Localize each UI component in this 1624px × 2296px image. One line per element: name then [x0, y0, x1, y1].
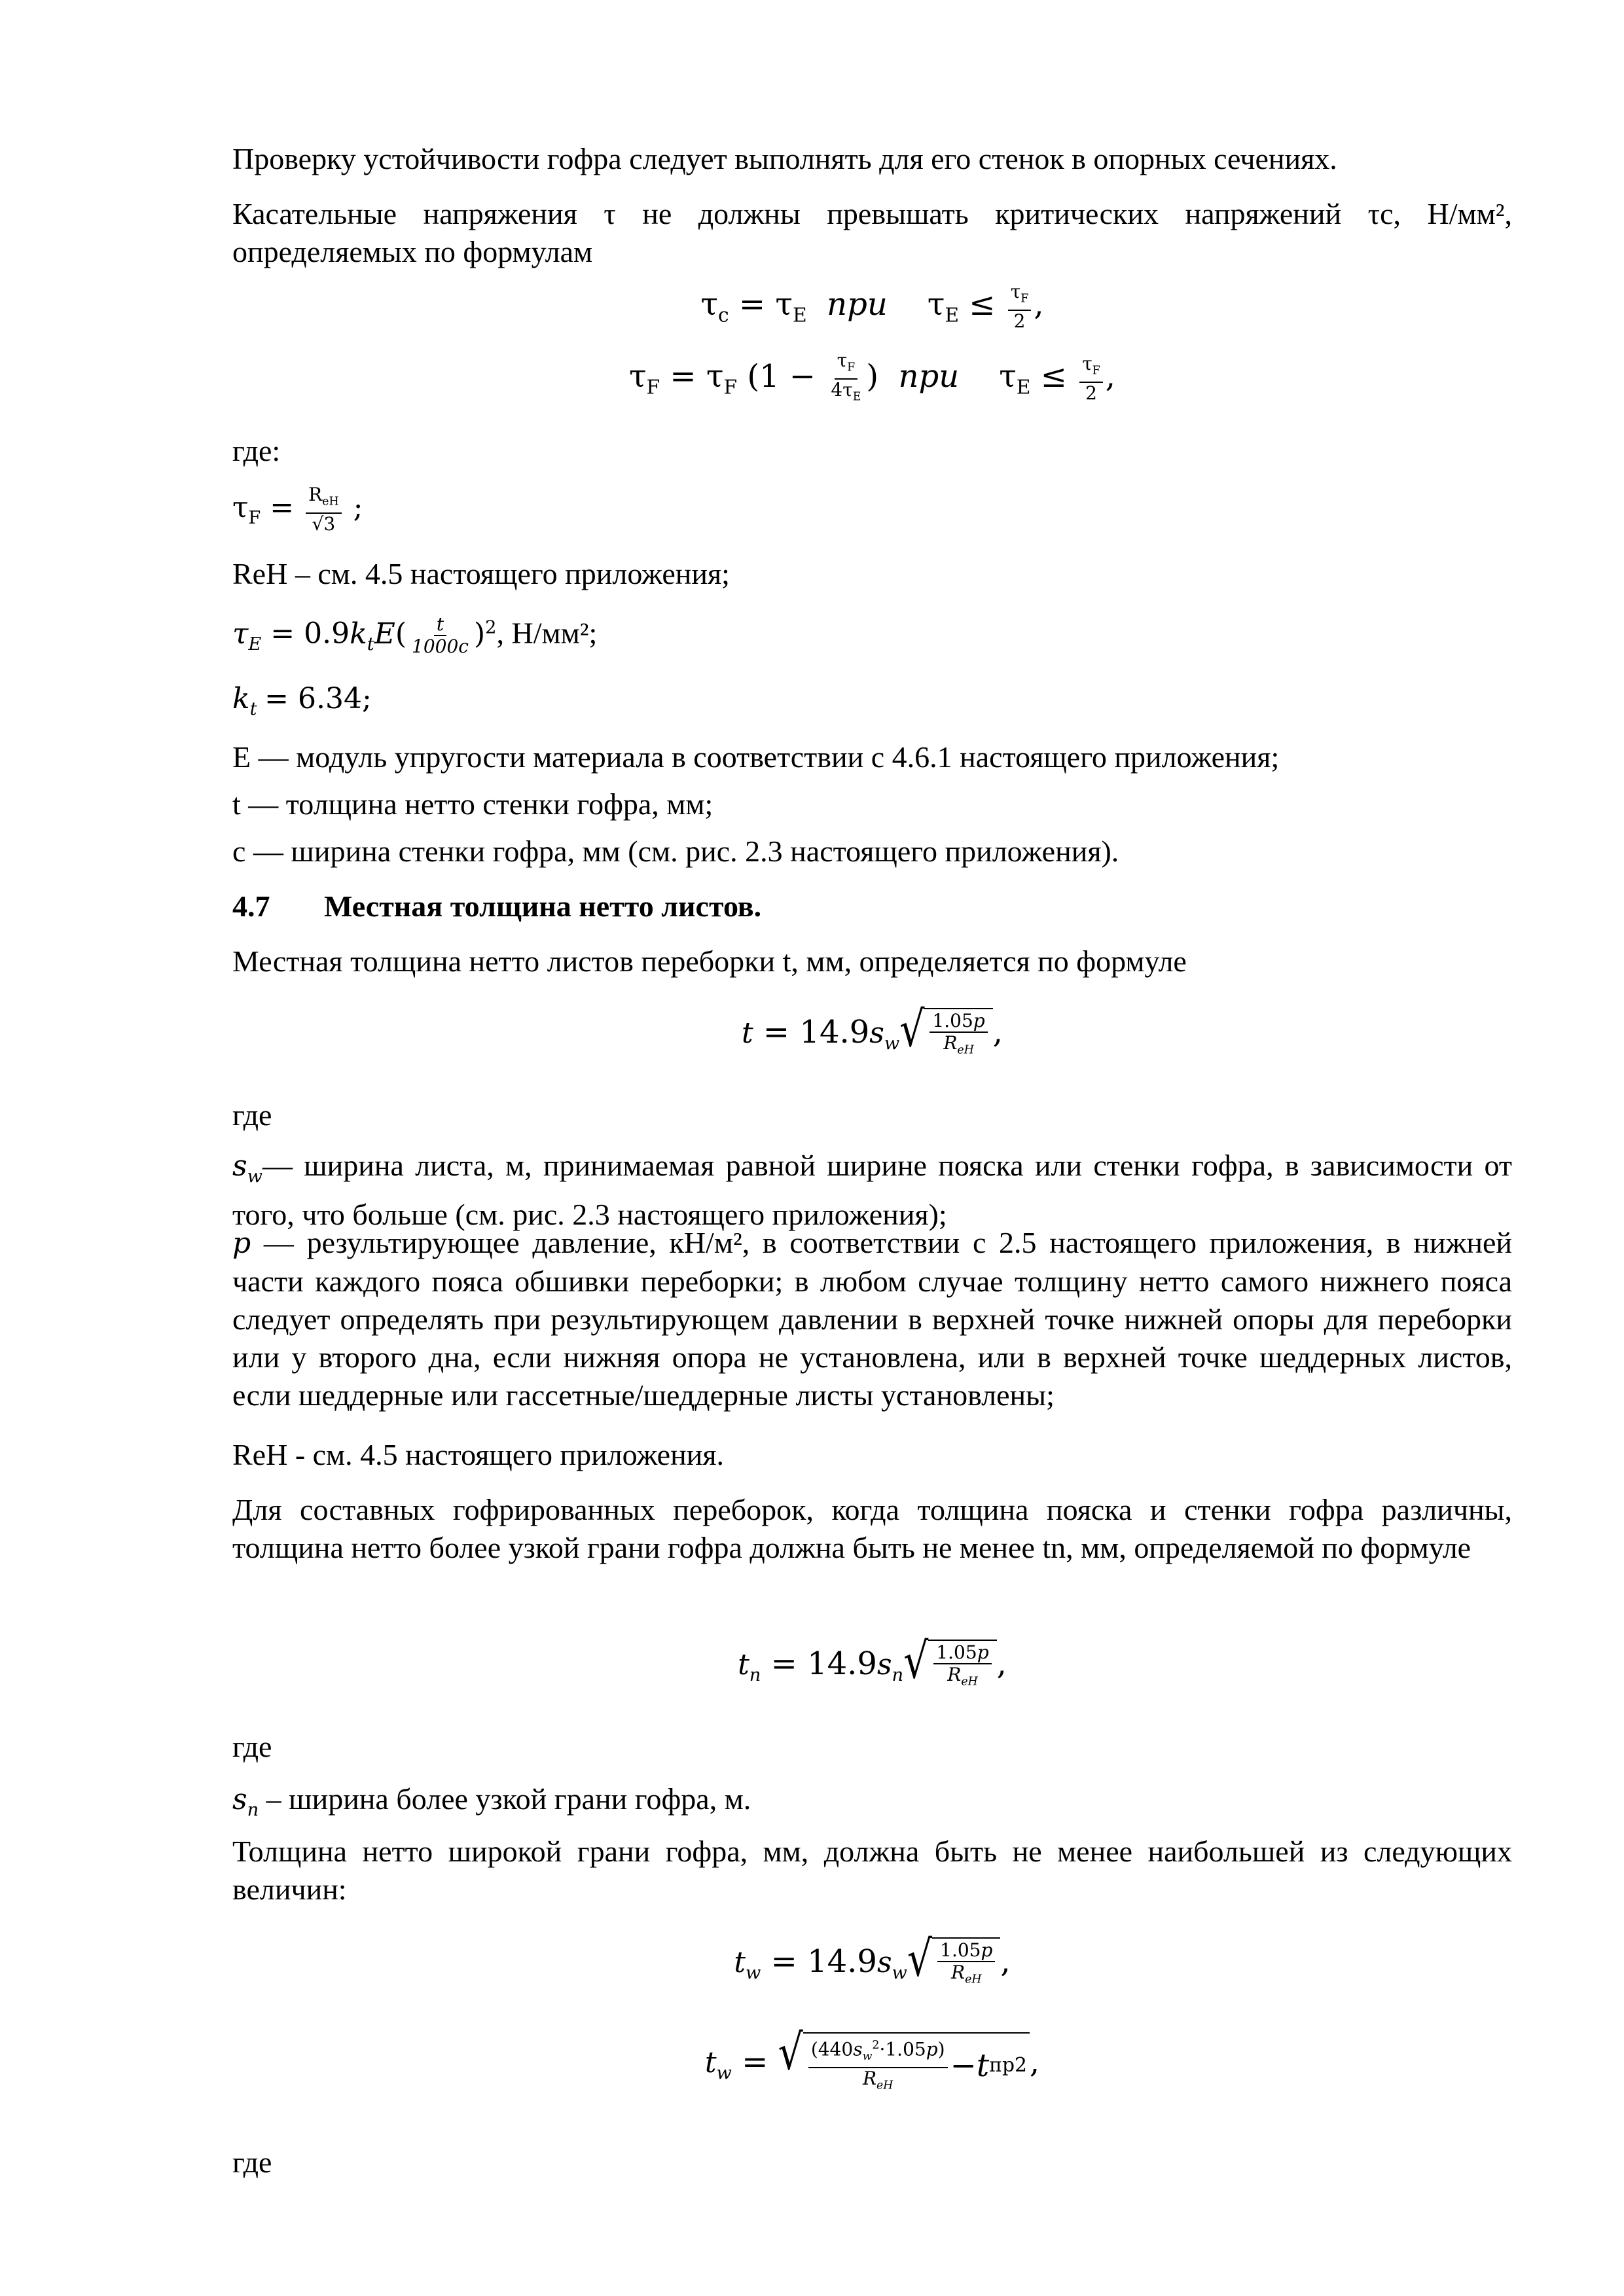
- section-heading-4-7: [232, 888, 761, 925]
- definition-sw-text: — ширина листа, м, принимаемая равной ширине пояска или стенки гофра, в зависимости от того, что больше (см. рис. 2.3 настоящего приложения);: [232, 1149, 1512, 1231]
- where-label-1: где:: [232, 434, 281, 467]
- section-title: Местная толщина нетто листов.: [324, 889, 762, 923]
- definition-p: p — результирующее давление, кН/м², в соответствии с 2.5 настоящего приложения, в нижней части каждого пояса обшивки переборки; в любом случае толщину нетто самого нижнего пояса следует определять при результирующем давлении в верхней точке нижней опоры для переборки или у второго дна, если нижняя опора не установлена, или в верхней точке шеддерных листов, если шеддерные или гассетные/шеддерные листы установлены;: [232, 1226, 1513, 1412]
- definition-sn: $s_n$ – ширина более узкой грани гофра, м.: [232, 1782, 751, 1820]
- where-label-3: где: [232, 1730, 272, 1763]
- where-label-4: где: [232, 2145, 272, 2179]
- definition-E: E — модуль упругости материала в соответствии с 4.6.1 настоящего приложения;: [232, 740, 1280, 774]
- formula-kt: $k_t = 6.34$;: [232, 682, 372, 719]
- section-number: 4.7: [232, 889, 270, 923]
- tau-e-units: , Н/мм²;: [496, 616, 598, 650]
- paragraph-shear-stress: Касательные напряжения τ не должны превышать критических напряжений τс, Н/мм², определяемых по формулам: [232, 197, 1512, 268]
- formula-t: $t = 14.9s_w$ √ $\frac{1.05p}{R_{eH}}$ ,: [232, 1008, 1512, 1064]
- formula-tw-2: $t_w$ = √ $\frac{(440s_w^2\cdot 1.05p)}{R_{eH}}$ − t пр 2 ,: [232, 2032, 1512, 2096]
- reh-reference: ReH – см. 4.5 настоящего приложения;: [232, 557, 730, 590]
- definition-sn-text: – ширина более узкой грани гофра, м.: [266, 1782, 751, 1816]
- formula-tn: $t_n = 14.9s_n$ √ $\frac{1.05p}{R_{eH}}$ ,: [232, 1640, 1512, 1695]
- definition-c: c — ширина стенки гофра, мм (см. рис. 2.3 настоящего приложения).: [232, 834, 1119, 868]
- formula-tau-f: $\tau_F$ = $\frac{R_{eH}}{√3}$ ;: [232, 484, 363, 535]
- paragraph-local-thickness: Местная толщина нетто листов переборки t, мм, определяется по формуле: [232, 944, 1187, 978]
- kt-value: = 6.34;: [264, 682, 372, 715]
- formula-tau-c-1: $\tau_c = \tau_E$ при $\tau_E$ ≤ $\frac{\tau_F}{2}$ ,: [700, 281, 1044, 332]
- definition-t: t — толщина нетто стенки гофра, мм;: [232, 787, 713, 821]
- definition-sw: $s_w—$ ширина листа, м, принимаемая равной ширине пояска или стенки гофра, в зависимости от того, что больше (см. рис. 2.3 настоящего приложения);: [232, 1149, 1512, 1231]
- definition-p-text: — результирующее давление, кН/м², в соответствии с 2.5 настоящего приложения, в нижней части каждого пояса обшивки переборки; в любом случае толщину нетто самого нижнего пояса следует определять при результирующем давлении в верхней точке нижней опоры для переборки или у второго дна, если нижняя опора не установлена, или в верхней точке шеддерных листов, если шеддерные или гассетные/шеддерные листы установлены;: [232, 1226, 1513, 1412]
- formula-tau-c-2: $\tau_F = \tau_F$ (1 − $\frac{\tau_F}{4\tau_E}$ ) при $\tau_E$ ≤ $\frac{\tau_F}{2}$ ,: [628, 350, 1116, 404]
- reh-reference-2: ReH - см. 4.5 настоящего приложения.: [232, 1438, 724, 1471]
- paragraph-wide-face: Толщина нетто широкой грани гофра, мм, должна быть не менее наибольшей из следующих величин:: [232, 1835, 1512, 1906]
- paragraph-composite: Для составных гофрированных переборок, когда толщина пояска и стенки гофра различны, толщина нетто более узкой грани гофра должна быть не менее tn, мм, определяемой по формуле: [232, 1493, 1512, 1564]
- where-label-2: где: [232, 1098, 272, 1132]
- paragraph-check-stability: Проверку устойчивости гофра следует выполнять для его стенок в опорных сечениях.: [232, 142, 1337, 175]
- formula-tw-1: $t_w = 14.9s_w$ √ $\frac{1.05p}{R_{eH}}$ ,: [232, 1937, 1512, 1993]
- formula-tau-e: $\tau_E = 0.9k_tE$( $\frac{t}{1000c}$ )$^2$, Н/мм²;: [232, 613, 598, 658]
